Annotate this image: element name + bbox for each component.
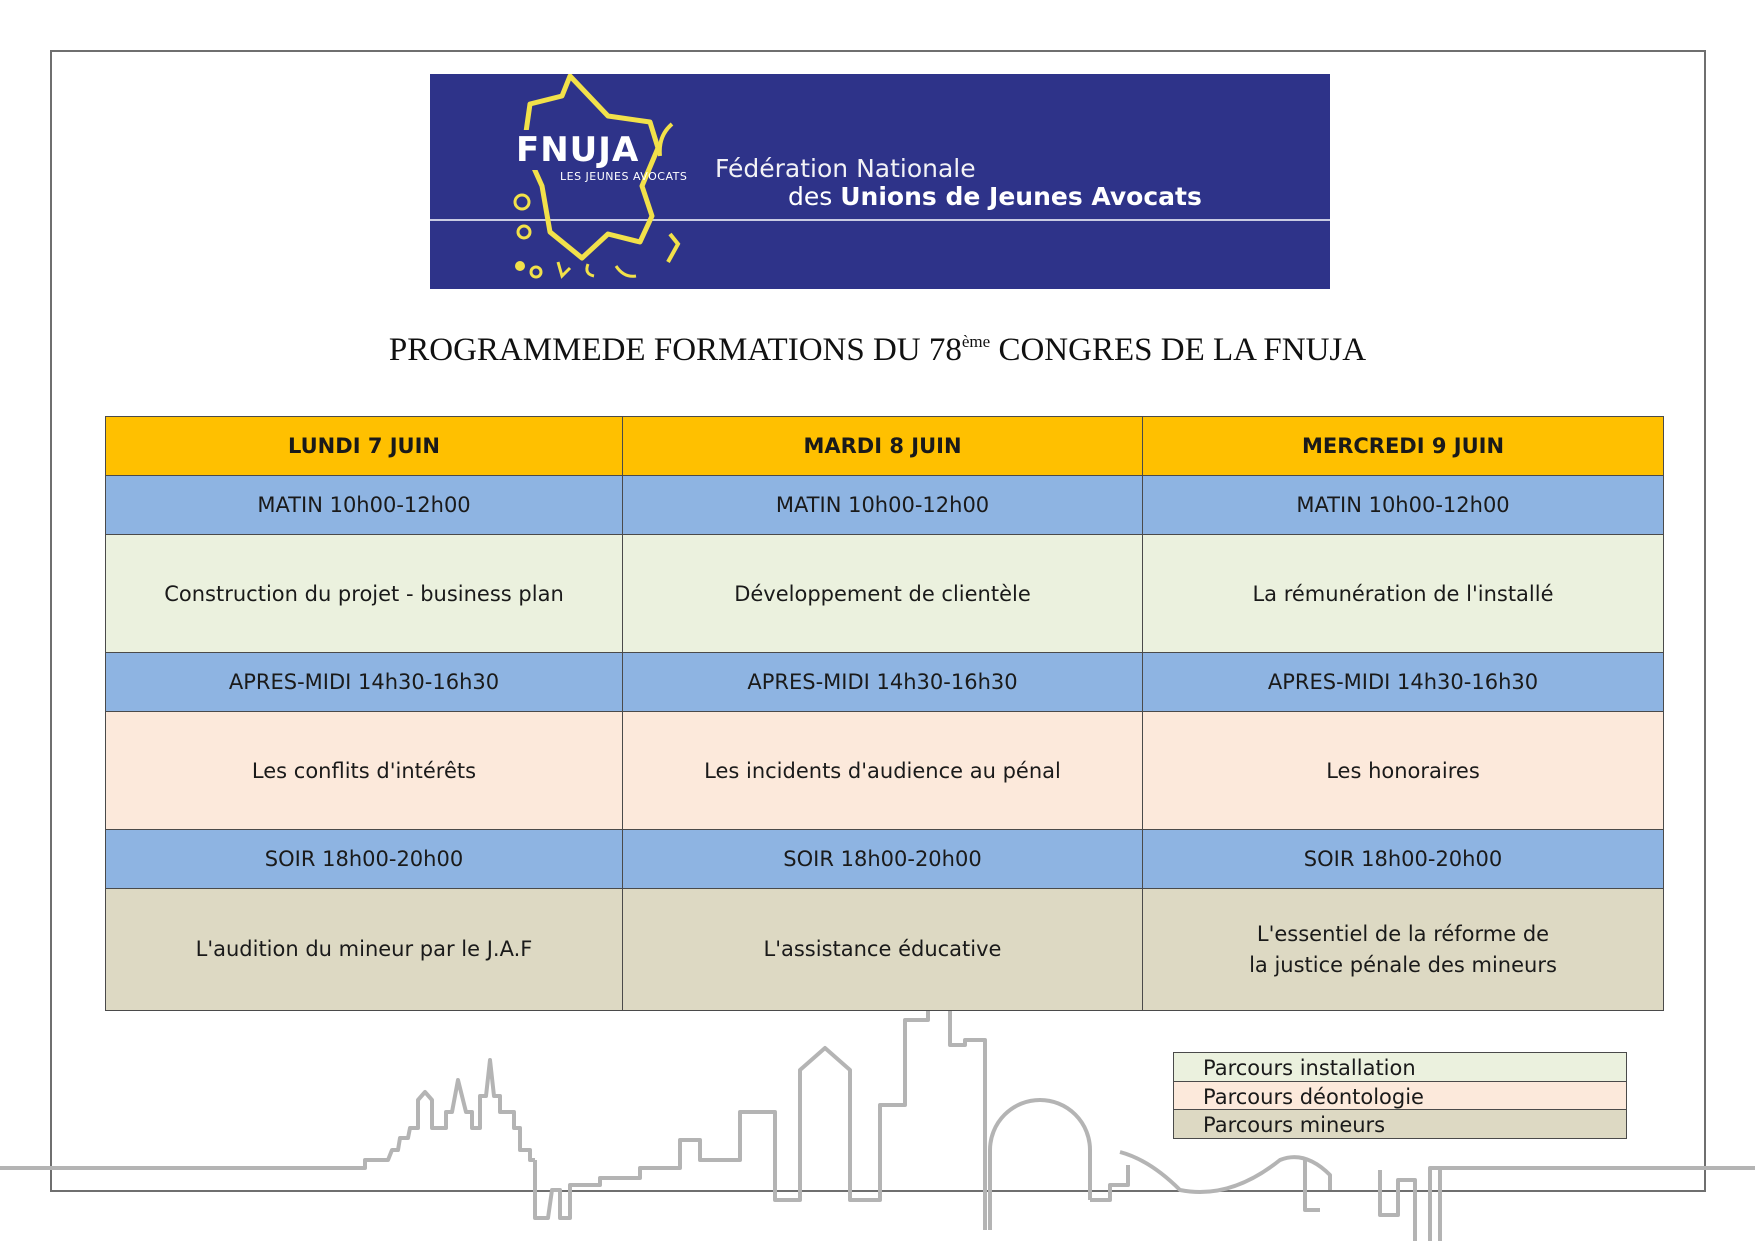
time-slot-cell: APRES-MIDI 14h30-16h30 — [623, 653, 1143, 712]
logo-brand: FNUJA — [512, 130, 643, 170]
legend-installation: Parcours installation — [1173, 1052, 1627, 1082]
title-superscript: ème — [961, 332, 991, 351]
day-header: MARDI 8 JUIN — [623, 417, 1143, 476]
time-slot-cell: MATIN 10h00-12h00 — [623, 476, 1143, 535]
day-header: MERCREDI 9 JUIN — [1143, 417, 1664, 476]
logo-tagline: LES JEUNES AVOCATS — [560, 170, 688, 183]
day-header: LUNDI 7 JUIN — [106, 417, 623, 476]
session-row-installation — [106, 535, 1664, 653]
title-main: PROGRAMMEDE FORMATIONS DU 78 — [388, 332, 962, 368]
time-slot-cell: SOIR 18h00-20h00 — [623, 830, 1143, 889]
table-header-row — [106, 417, 1664, 476]
session-cell: L'essentiel de la réforme de la justice pénale des mineurs — [1143, 889, 1664, 1011]
time-slot-cell: MATIN 10h00-12h00 — [106, 476, 623, 535]
session-cell: Les conflits d'intérêts — [106, 712, 623, 830]
time-slot-cell: SOIR 18h00-20h00 — [1143, 830, 1664, 889]
session-cell: Développement de clientèle — [623, 535, 1143, 653]
time-slot-cell: APRES-MIDI 14h30-16h30 — [1143, 653, 1664, 712]
legend-deontologie: Parcours déontologie — [1173, 1081, 1627, 1111]
time-slot-cell: MATIN 10h00-12h00 — [1143, 476, 1664, 535]
page-title — [0, 332, 1755, 369]
logo-line-2-prefix: des — [788, 182, 833, 211]
session-row-deontologie — [106, 712, 1664, 830]
session-cell: Les incidents d'audience au pénal — [623, 712, 1143, 830]
time-slot-cell: APRES-MIDI 14h30-16h30 — [106, 653, 623, 712]
session-cell: Les honoraires — [1143, 712, 1664, 830]
logo-line-1: Fédération Nationale — [715, 154, 976, 183]
time-slot-row — [106, 476, 1664, 535]
track-legend — [1173, 1052, 1627, 1139]
legend-mineurs: Parcours mineurs — [1173, 1109, 1627, 1139]
session-cell: L'assistance éducative — [623, 889, 1143, 1011]
time-slot-cell: SOIR 18h00-20h00 — [106, 830, 623, 889]
time-slot-row — [106, 653, 1664, 712]
logo-banner — [430, 74, 1330, 289]
session-cell: La rémunération de l'installé — [1143, 535, 1664, 653]
logo-line-2-bold: Unions de Jeunes Avocats — [840, 182, 1202, 211]
title-rest: CONGRES DE LA FNUJA — [990, 332, 1367, 368]
session-cell: L'audition du mineur par le J.A.F — [106, 889, 623, 1011]
program-table — [105, 416, 1664, 1011]
logo-line-2 — [788, 182, 1202, 211]
time-slot-row — [106, 830, 1664, 889]
session-cell: Construction du projet - business plan — [106, 535, 623, 653]
session-row-mineurs — [106, 889, 1664, 1011]
